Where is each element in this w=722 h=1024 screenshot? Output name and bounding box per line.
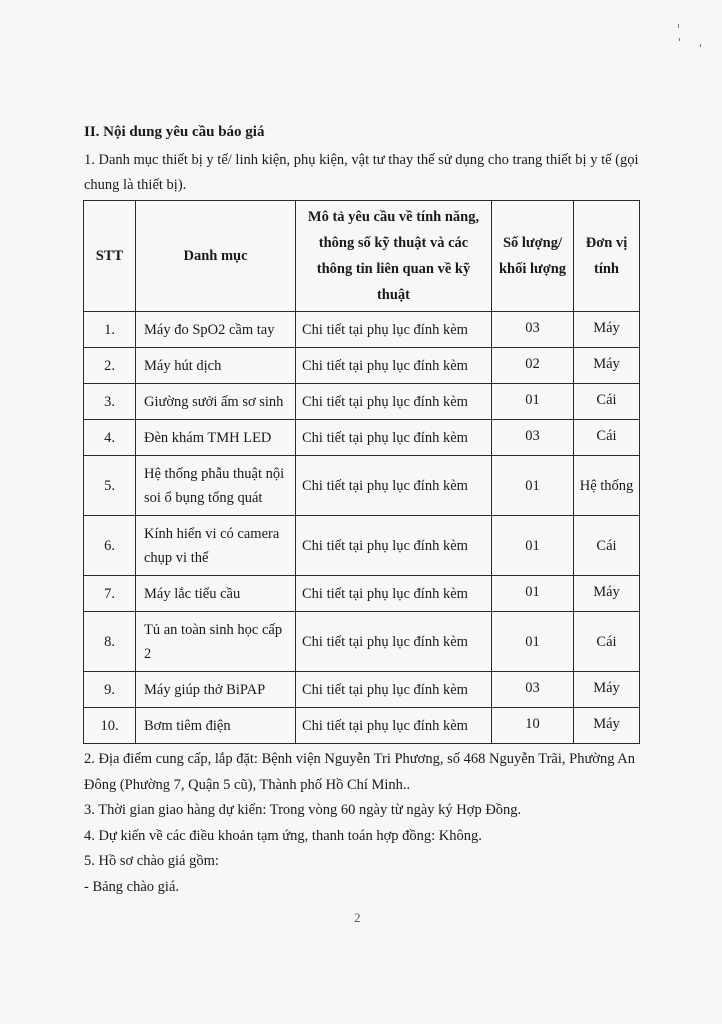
cell-stt: 6. [84,516,136,576]
table-row [84,456,640,516]
cell-name: Máy đo SpO2 cầm tay [136,312,296,348]
cell-name: Giường sưởi ấm sơ sinh [136,384,296,420]
cell-qty: 10 [492,708,574,744]
table-row [84,576,640,612]
header-name: Danh mục [136,201,296,312]
cell-unit: Cái [574,384,640,420]
cell-unit: Cái [574,420,640,456]
conditions-block [84,747,644,900]
header-unit: Đơn vị tính [574,201,640,312]
cell-unit: Máy [574,672,640,708]
cell-qty: 01 [492,456,574,516]
cell-stt: 4. [84,420,136,456]
cell-desc: Chi tiết tại phụ lục đính kèm [296,384,492,420]
cell-desc: Chi tiết tại phụ lục đính kèm [296,348,492,384]
quote-paragraph: - Bảng chào giá. [84,878,180,895]
cell-qty: 03 [492,420,574,456]
table-row [84,384,640,420]
scan-speck [700,44,701,47]
cell-desc: Chi tiết tại phụ lục đính kèm [296,576,492,612]
cell-desc: Chi tiết tại phụ lục đính kèm [296,612,492,672]
delivery-paragraph: 3. Thời gian giao hàng dự kiến: Trong vòng 60 ngày từ ngày ký Hợp Đồng. [84,802,522,818]
cell-qty: 01 [492,516,574,576]
cell-name: Bơm tiêm điện [136,708,296,744]
cell-stt: 3. [84,384,136,420]
cell-name: Máy lắc tiểu cầu [136,576,296,612]
table-row [84,708,640,744]
cell-desc: Chi tiết tại phụ lục đính kèm [296,312,492,348]
cell-name: Tủ an toàn sinh học cấp 2 [136,612,296,672]
intro-paragraph: 1. Danh mục thiết bị y tế/ linh kiện, phụ kiện, vật tư thay thế sử dụng cho trang thiết bị y tế (gọi chung là thiết bị). [84,152,639,193]
cell-desc: Chi tiết tại phụ lục đính kèm [296,456,492,516]
cell-qty: 02 [492,348,574,384]
location-paragraph: 2. Địa điểm cung cấp, lắp đặt: Bệnh viện Nguyễn Tri Phương, số 468 Nguyễn Trãi, Phường An Đông (Phường 7, Quận 5 cũ), Thành phố Hồ Chí Minh.. [84,751,636,793]
scan-speck [679,38,680,41]
scan-speck [678,24,679,28]
cell-stt: 10. [84,708,136,744]
cell-name: Máy giúp thở BiPAP [136,672,296,708]
cell-unit: Cái [574,612,640,672]
cell-stt: 7. [84,576,136,612]
cell-name: Hệ thống phẫu thuật nội soi ổ bụng tổng quát [136,456,296,516]
payment-paragraph: 4. Dự kiến về các điều khoản tạm ứng, thanh toán hợp đồng: Không. [84,827,482,844]
cell-qty: 01 [492,384,574,420]
table-row [84,516,640,576]
cell-stt: 9. [84,672,136,708]
cell-unit: Cái [574,516,640,576]
cell-name: Đèn khám TMH LED [136,420,296,456]
cell-desc: Chi tiết tại phụ lục đính kèm [296,672,492,708]
cell-unit: Hệ thống [574,456,640,516]
page-number: 2 [354,910,361,925]
dossier-paragraph: 5. Hồ sơ chào giá gồm: [84,853,219,869]
cell-stt: 1. [84,312,136,348]
table-row [84,672,640,708]
cell-desc: Chi tiết tại phụ lục đính kèm [296,708,492,744]
cell-unit: Máy [574,708,640,744]
header-desc: Mô tả yêu cầu về tính năng, thông số kỹ thuật và các thông tin liên quan về kỹ thuật [296,201,492,312]
cell-desc: Chi tiết tại phụ lục đính kèm [296,516,492,576]
header-qty: Số lượng/ khối lượng [492,201,574,312]
section-heading: II. Nội dung yêu cầu báo giá [84,124,265,140]
cell-stt: 2. [84,348,136,384]
cell-desc: Chi tiết tại phụ lục đính kèm [296,420,492,456]
cell-unit: Máy [574,576,640,612]
equipment-table [83,200,640,744]
cell-unit: Máy [574,348,640,384]
header-stt: STT [84,201,136,312]
cell-qty: 01 [492,612,574,672]
cell-stt: 5. [84,456,136,516]
cell-qty: 03 [492,312,574,348]
table-header-row [84,201,640,312]
cell-name: Kính hiển vi có camera chụp vi thể [136,516,296,576]
cell-qty: 03 [492,672,574,708]
table-row [84,348,640,384]
cell-qty: 01 [492,576,574,612]
table-row [84,312,640,348]
table-row [84,420,640,456]
cell-unit: Máy [574,312,640,348]
cell-stt: 8. [84,612,136,672]
table-row [84,612,640,672]
cell-name: Máy hút dịch [136,348,296,384]
